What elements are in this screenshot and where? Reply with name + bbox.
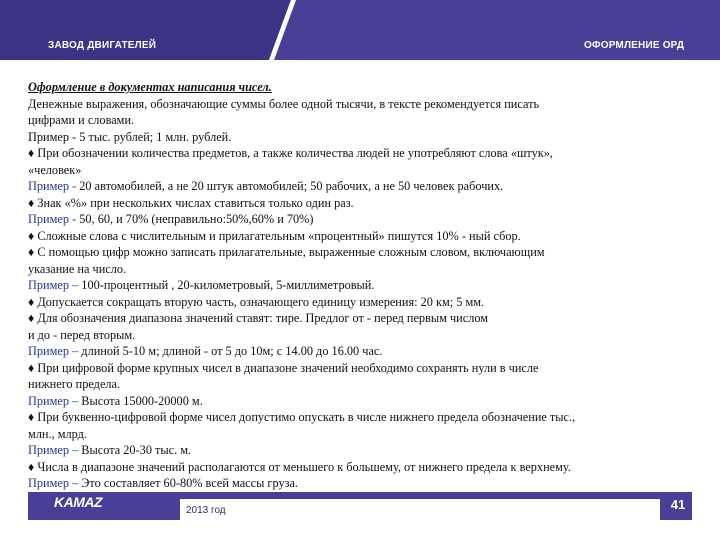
- page-number: 41: [670, 497, 686, 512]
- example-text: Это составляет 60-80% всей массы груза.: [78, 476, 298, 490]
- header-band-left: [0, 0, 292, 60]
- example-label: Пример -: [28, 179, 77, 193]
- example-label: Пример –: [28, 344, 79, 358]
- rule-line: ♦ Для обозначения диапазона значений ставят: тире. Предлог от - перед первым числом: [28, 311, 489, 325]
- example-line: [28, 178, 688, 195]
- example-line: [28, 442, 688, 459]
- example-line: [28, 475, 688, 492]
- rule-line: ♦ Числа в диапазоне значений располагаются от меньшего к большему, от нижнего предела к верхнему.: [28, 459, 571, 474]
- example-label: Пример –: [28, 393, 79, 408]
- page-title: Оформление в документах написания чисел.: [28, 80, 272, 94]
- example-label: Пример –: [28, 278, 79, 292]
- example-text: 20 автомобилей, а не 20 штук автомобилей; 50 рабочих, а не 50 человек рабочих.: [76, 179, 504, 193]
- body-line: цифрами и словами.: [28, 113, 135, 127]
- example-line: [28, 211, 688, 228]
- example-line: [28, 277, 688, 294]
- rule-line: нижнего предела.: [28, 377, 121, 391]
- example-text: длиной 5-10 м; длиной - от 5 до 10м; с 14.00 до 16.00 час.: [78, 344, 383, 358]
- section-label: ОФОРМЛЕНИЕ ОРД: [584, 40, 685, 51]
- document-body: [28, 79, 688, 492]
- example-line: [28, 393, 688, 410]
- rule-line: ♦ Знак «%» при нескольких числах ставиться только один раз.: [28, 195, 354, 210]
- example-label: Пример –: [28, 443, 79, 457]
- rule-line: ♦ Сложные слова с числительным и прилагательным «процентный» пишутся 10% - ный сбор.: [28, 228, 521, 243]
- example-label: Пример -: [28, 212, 77, 226]
- body-line: «человек»: [28, 162, 82, 177]
- rule-line: ♦ При буквенно-цифровой форме чисел допустимо опускать в числе нижнего предела обозначение тыс.,: [28, 410, 576, 424]
- rule-line: и до - перед вторым.: [28, 327, 136, 342]
- plant-label: ЗАВОД ДВИГАТЕЛЕЙ: [48, 40, 157, 51]
- rule-line: ♦ Допускается сокращать вторую часть, означающего единицу измерения: 20 км; 5 мм.: [28, 294, 485, 309]
- body-line: Пример - 5 тыс. рублей; 1 млн. рублей.: [28, 129, 232, 144]
- footer-year-panel: [180, 499, 660, 521]
- example-text: Высота 20-30 тыс. м.: [78, 443, 192, 457]
- header-banner: [0, 0, 720, 60]
- body-line: Денежные выражения, обозначающие суммы более одной тысячи, в тексте рекомендуется писать: [28, 96, 540, 111]
- kamaz-logo: KAMAZ: [54, 494, 103, 510]
- header-band-graphic: [0, 0, 720, 60]
- example-label: Пример –: [28, 476, 79, 490]
- footer-year: 2013 год: [186, 505, 226, 516]
- example-text: Высота 15000-20000 м.: [78, 393, 203, 408]
- example-line: [28, 343, 688, 360]
- rule-line: ♦ При цифровой форме крупных чисел в диапазоне значений необходимо сохранять нули в числе: [28, 360, 539, 375]
- rule-line: млн., млрд.: [28, 426, 87, 441]
- example-text: 50, 60, и 70% (неправильно:50%,60% и 70%): [76, 212, 314, 226]
- body-line: ♦ При обозначении количества предметов, а также количества людей не употребляют слова «штук»,: [28, 146, 553, 160]
- example-text: 100-процентный , 20-километровый, 5-миллиметровый.: [78, 278, 375, 292]
- header-band-right: [274, 0, 720, 60]
- rule-line: ♦ С помощью цифр можно записать прилагательные, выраженные сложным словом, включающим: [28, 245, 545, 259]
- rule-line: указание на число.: [28, 261, 127, 276]
